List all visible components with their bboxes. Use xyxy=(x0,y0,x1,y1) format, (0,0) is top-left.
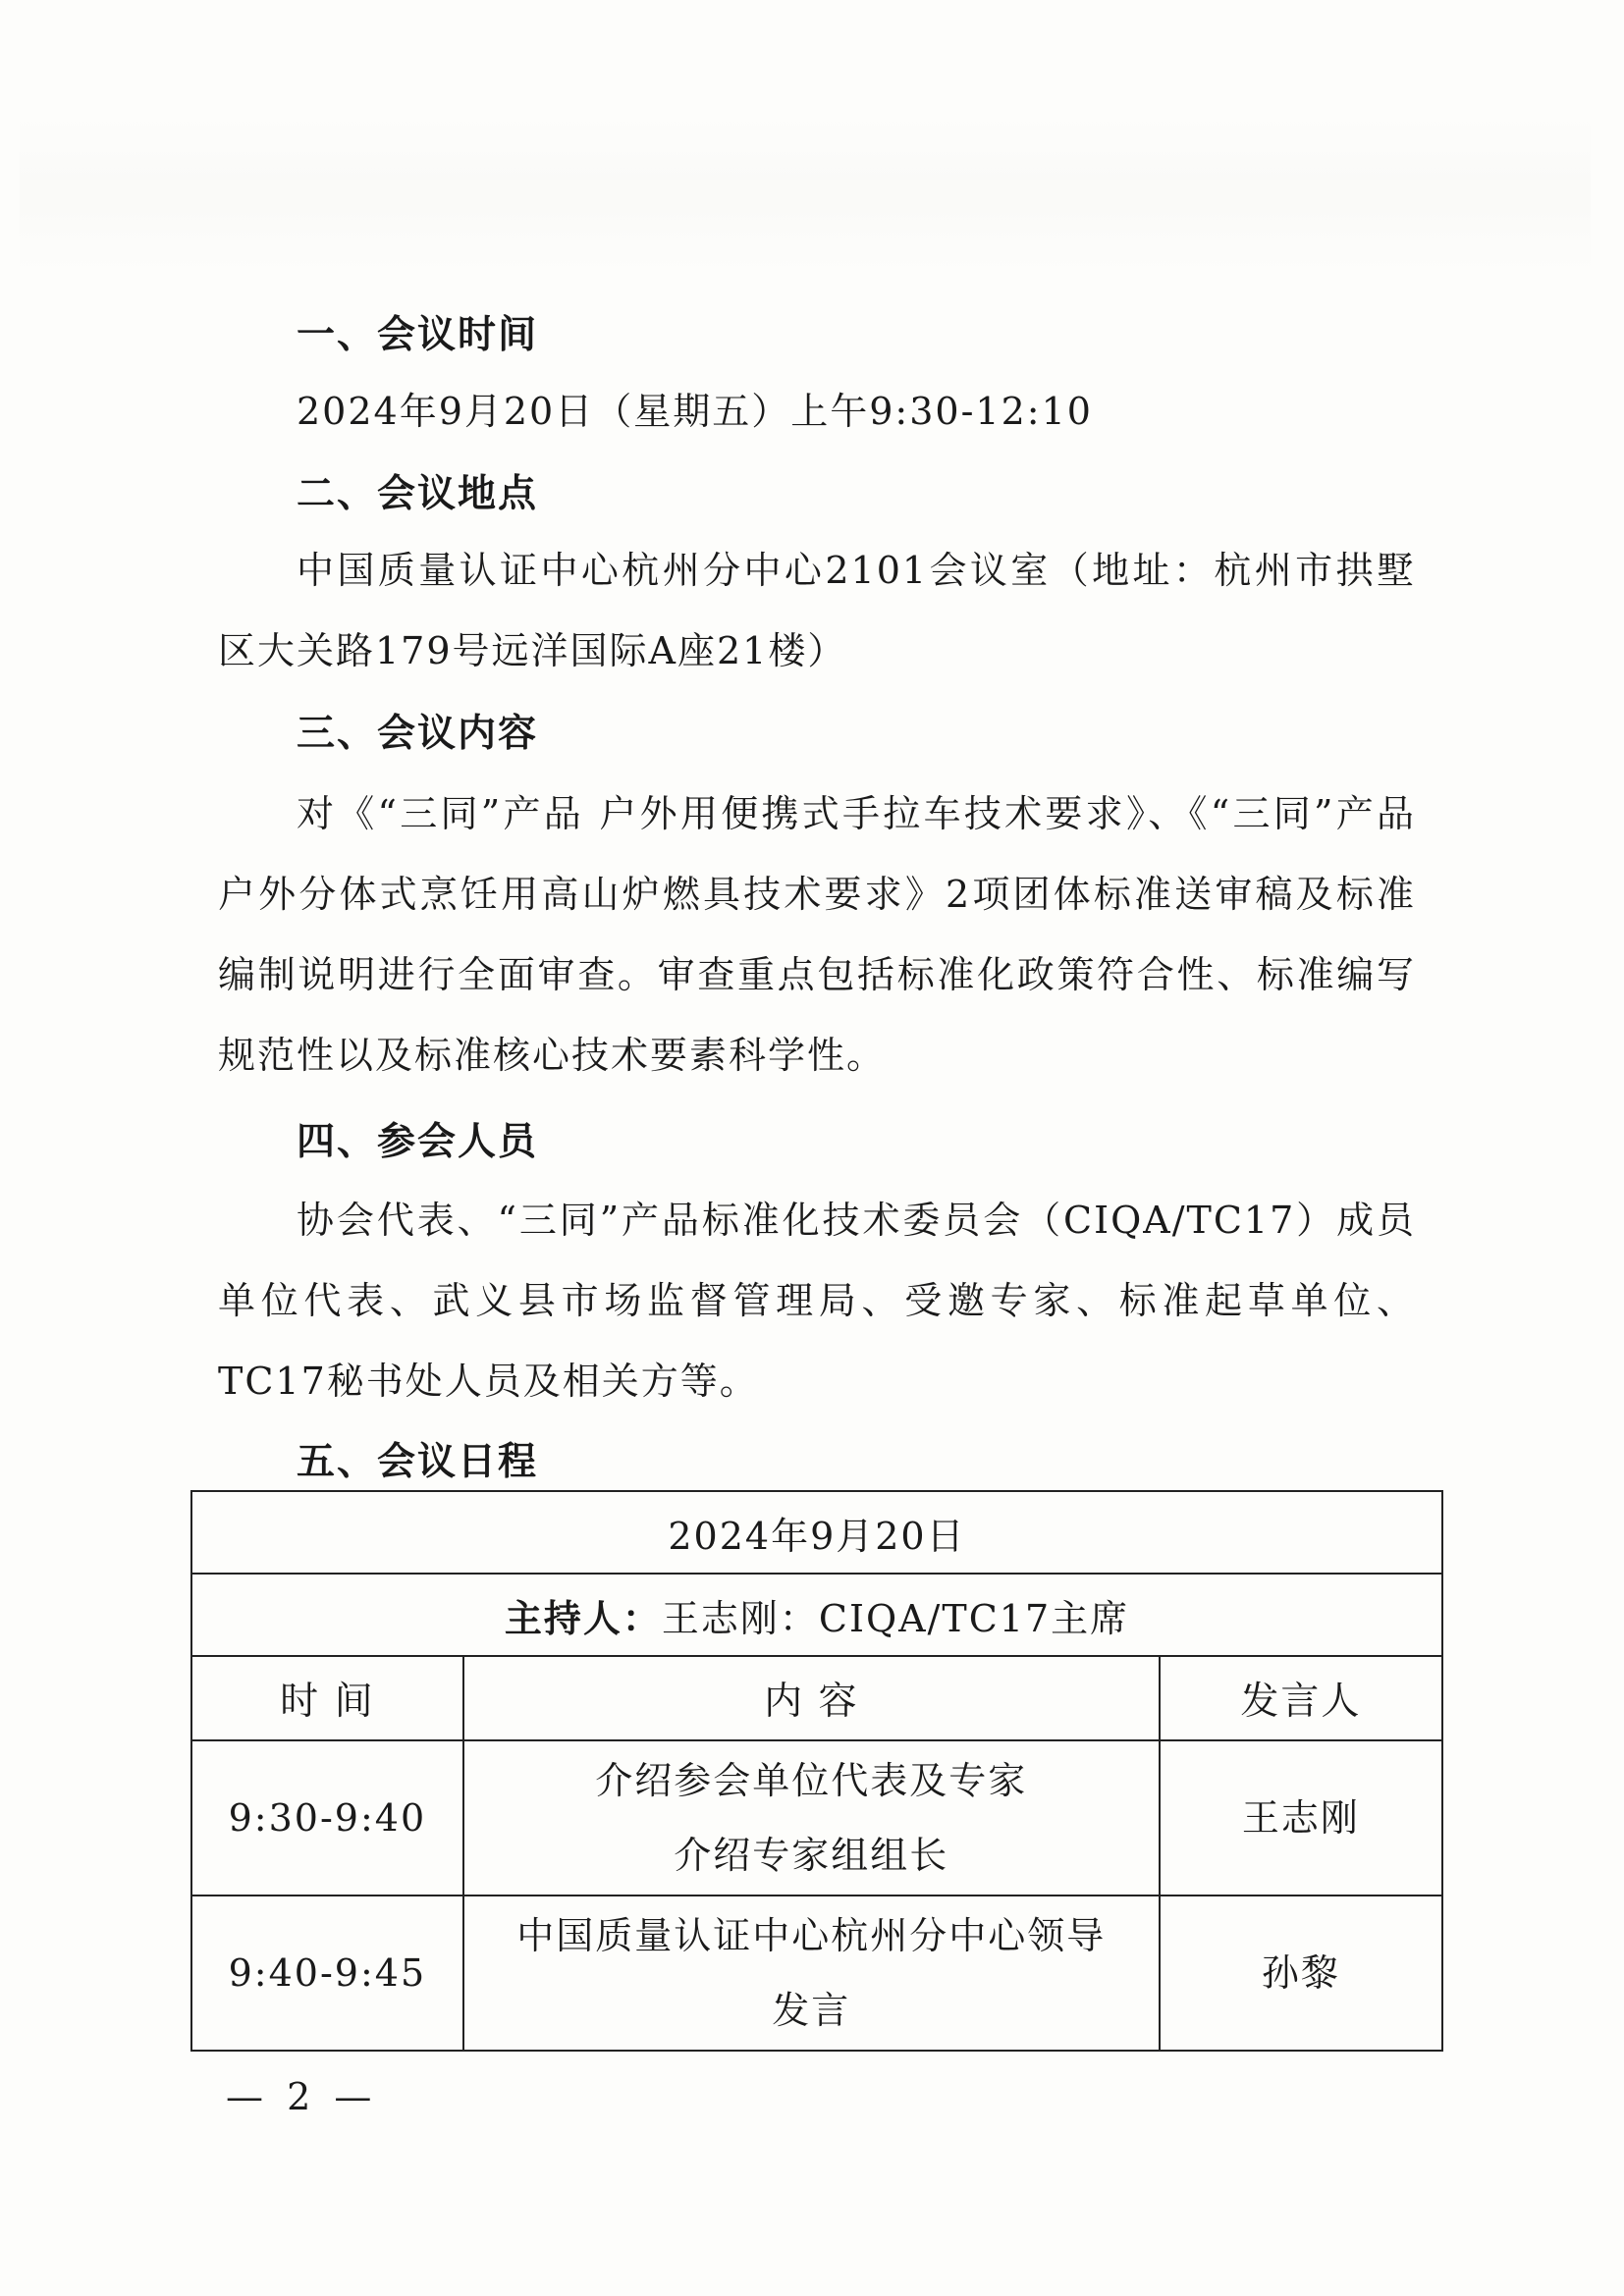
section-4-heading: 四、参会人员 xyxy=(297,1120,539,1164)
schedule-host-cell xyxy=(191,1574,1442,1656)
row-content-line: 发言 xyxy=(772,1989,851,2032)
header-speaker: 发言人 xyxy=(1160,1656,1442,1740)
page-number: — 2 — xyxy=(226,2075,378,2118)
table-row xyxy=(191,1740,1442,1896)
table-row xyxy=(191,1896,1442,2051)
header-time: 时 间 xyxy=(191,1656,463,1740)
meeting-content-text: 对《“三同”产品 户外用便携式手拉车技术要求》、《“三同”产品 户外分体式烹饪用高山炉燃具技术要求》2项团体标准送审稿及标准编制说明进行全面审查。审查重点包括标准化政策符合性、标准编写规范性以及标准核心技术要素科学性。 xyxy=(218,792,1416,1077)
row-time: 9:30-9:40 xyxy=(191,1740,463,1896)
row-content-line: 介绍参会单位代表及专家 xyxy=(595,1759,1028,1802)
row-speaker: 孙黎 xyxy=(1160,1896,1442,2051)
schedule-date-row xyxy=(191,1491,1442,1574)
row-time: 9:40-9:45 xyxy=(191,1896,463,2051)
meeting-location-text: 中国质量认证中心杭州分中心2101会议室（地址：杭州市拱墅区大关路179号远洋国际A座21楼） xyxy=(218,549,1416,672)
section-5-heading: 五、会议日程 xyxy=(297,1440,539,1484)
row-content-line: 中国质量认证中心杭州分中心领导 xyxy=(516,1914,1107,1957)
section-3-heading: 三、会议内容 xyxy=(297,712,539,756)
scan-artifact-band xyxy=(20,116,1591,273)
section-1-heading: 一、会议时间 xyxy=(297,313,539,357)
row-content-line: 介绍专家组组长 xyxy=(674,1834,949,1877)
section-2-heading: 二、会议地点 xyxy=(297,472,539,516)
attendees-text: 协会代表、“三同”产品标准化技术委员会（CIQA/TC17）成员单位代表、武义县市场监督管理局、受邀专家、标准起草单位、TC17秘书处人员及相关方等。 xyxy=(218,1199,1416,1403)
host-label: 主持人： xyxy=(504,1596,662,1640)
row-content xyxy=(463,1896,1160,2051)
schedule-host-row xyxy=(191,1574,1442,1656)
meeting-time-text: 2024年9月20日（星期五）上午9:30-12:10 xyxy=(297,390,1093,433)
header-content: 内 容 xyxy=(463,1656,1160,1740)
row-speaker: 王志刚 xyxy=(1160,1740,1442,1896)
host-value: 王志刚：CIQA/TC17主席 xyxy=(661,1596,1130,1640)
schedule-date: 2024年9月20日 xyxy=(191,1491,1442,1574)
schedule-header-row xyxy=(191,1656,1442,1740)
row-content xyxy=(463,1740,1160,1896)
schedule-table xyxy=(190,1490,1443,2052)
